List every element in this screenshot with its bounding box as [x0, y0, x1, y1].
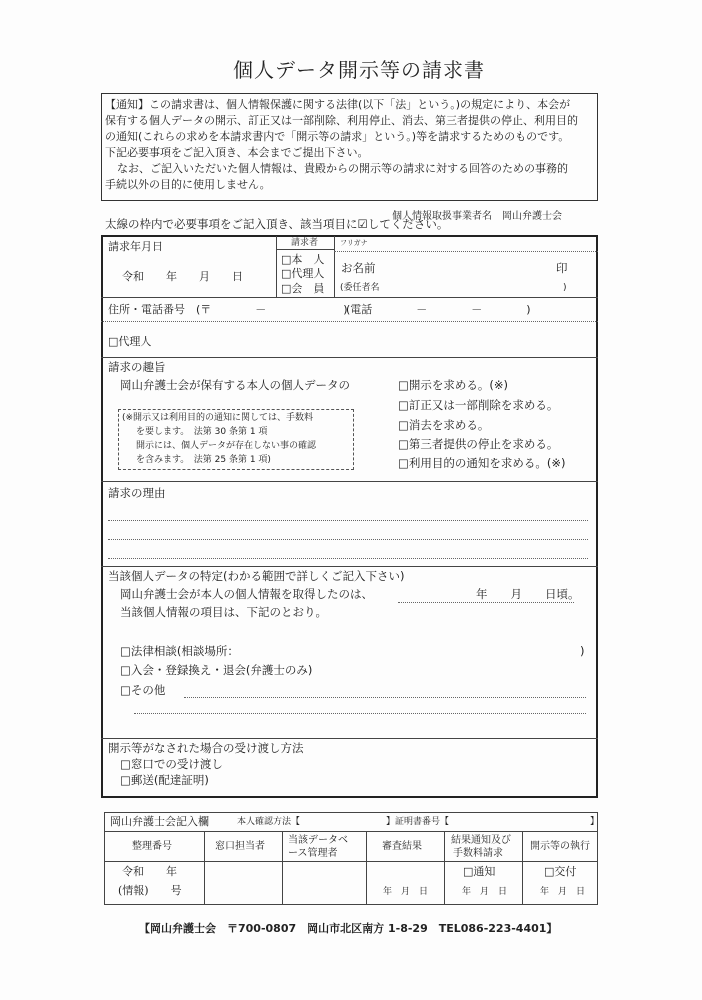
- instruction-text: 太線の枠内で必要事項をご記入頂き、該当項目に☑してください。: [105, 217, 449, 231]
- purpose-notify-checkbox[interactable]: □利用目的の通知を求める。(※): [398, 456, 566, 470]
- purpose-label: 請求の趣旨: [108, 360, 166, 374]
- name-label: お名前: [341, 261, 376, 275]
- purpose-stop-third-party-checkbox[interactable]: □第三者提供の停止を求める。: [398, 437, 559, 451]
- header-db-manager-2: ース管理者: [288, 848, 338, 859]
- divider: [522, 831, 523, 905]
- divider: [276, 236, 277, 297]
- date-field[interactable]: 令和 年 月 日: [122, 270, 243, 283]
- delivery-label: 開示等がなされた場合の受け渡し方法: [108, 741, 304, 755]
- file-number-reiwa: 令和 年: [122, 865, 177, 878]
- requester-label: 請求者: [291, 238, 319, 248]
- divider: [282, 831, 283, 905]
- requester-agent-checkbox[interactable]: □代理人: [281, 267, 325, 280]
- reason-line[interactable]: [108, 558, 588, 559]
- acquired-date-line[interactable]: [398, 602, 574, 603]
- identity-method-label: 本人確認方法【: [237, 817, 301, 827]
- furigana-label: フリガナ: [340, 239, 368, 247]
- divider: [101, 566, 598, 567]
- purpose-correct-checkbox[interactable]: □訂正又は一部削除を求める。: [398, 398, 559, 412]
- purpose-erase-checkbox[interactable]: □消去を求める。: [398, 418, 490, 432]
- data-spec-label: 当該個人データの特定(わかる範囲で詳しくご記入下さい): [108, 569, 405, 583]
- reason-label: 請求の理由: [108, 486, 166, 500]
- header-execution: 開示等の執行: [530, 841, 590, 852]
- cert-number-label: 】証明書番号【: [386, 817, 450, 827]
- file-number-joho: (情報) 号: [118, 884, 182, 897]
- header-counter-staff: 窓口担当者: [215, 841, 265, 852]
- acquired-date: 年 月 日頃。: [476, 587, 580, 601]
- divider: [101, 297, 598, 298]
- divider: [366, 831, 367, 905]
- divider: [334, 236, 335, 297]
- requester-self-checkbox[interactable]: □本 人: [281, 253, 325, 266]
- notify-checkbox[interactable]: □通知: [463, 865, 496, 878]
- fee-note-line-3: 開示には、個人データが存在しない事の確認: [136, 441, 317, 451]
- other-line[interactable]: [134, 713, 586, 714]
- items-text: 当該個人情報の項目は、下記のとおり。: [120, 605, 327, 619]
- divider: [101, 481, 598, 482]
- office-use-label: 岡山弁護士会記入欄: [110, 815, 209, 828]
- header-notify-fee-2: 手数料請求: [453, 848, 503, 859]
- item-other-checkbox[interactable]: □その他: [120, 683, 166, 697]
- divider: [444, 831, 445, 905]
- notice-line-5: なお、ご記入いただいた個人情報は、貴殿からの開示等の請求に対する回答のための事務的: [117, 162, 568, 175]
- divider: [104, 831, 598, 832]
- item-legal-consult-close: ): [580, 644, 585, 658]
- phone-label[interactable]: (電話 － － ): [346, 303, 531, 316]
- notice-line-6: 手続以外の目的に使用しません。: [105, 178, 271, 191]
- date-label: 請求年月日: [108, 240, 163, 253]
- acquired-text: 岡山弁護士会が本人の個人情報を取得したのは、: [120, 587, 373, 601]
- header-file-number: 整理番号: [132, 841, 172, 852]
- divider: [276, 249, 334, 250]
- address-label[interactable]: 住所・電話番号 (〒 － ): [108, 303, 348, 316]
- footer-address: 【岡山弁護士会 〒700-0807 岡山市北区南方 1-8-29 TEL086-223-4401】: [139, 922, 558, 935]
- item-membership-checkbox[interactable]: □入会・登録換え・退会(弁護士のみ): [120, 663, 313, 677]
- agent-checkbox[interactable]: □代理人: [108, 335, 152, 348]
- page-title: 個人データ開示等の請求書: [233, 58, 485, 82]
- notice-line-3: の通知(これらの求めを本請求書内で「開示等の請求」という。)等を請求するためのものです。: [105, 130, 570, 143]
- item-legal-consult-checkbox[interactable]: □法律相談(相談場所：: [120, 644, 239, 658]
- fee-note-line-2: を要します。 法第 30 条第 1 項: [136, 427, 268, 437]
- reason-line[interactable]: [108, 539, 588, 540]
- delivery-mail-checkbox[interactable]: □郵送(配達証明): [120, 773, 209, 787]
- other-line[interactable]: [184, 697, 586, 698]
- notice-line-1: 【通知】この請求書は、個人情報保護に関する法律(以下「法」という。)の規定により、本会が: [105, 98, 571, 111]
- divider: [101, 357, 598, 358]
- notice-line-4: 下記必要事項をご記入頂き、本会までご提出下さい。: [105, 146, 369, 159]
- operator-name: 個人情報取扱事業者名 岡山弁護士会: [392, 211, 562, 222]
- delegator-label: (委任者名: [340, 283, 380, 293]
- divider: [101, 321, 598, 322]
- divider: [101, 738, 598, 739]
- fee-note-line-1: (※開示又は利用目的の通知に関しては、手数料: [122, 413, 314, 423]
- review-date: 年 月 日: [383, 887, 429, 897]
- deliver-checkbox[interactable]: □交付: [544, 865, 577, 878]
- divider: [204, 831, 205, 905]
- delegator-close: ): [563, 283, 567, 293]
- notice-line-2: 保有する個人データの開示、訂正又は一部削除、利用停止、消去、第三者提供の停止、利用目的: [105, 114, 578, 127]
- delivery-counter-checkbox[interactable]: □窓口での受け渡し: [120, 757, 223, 771]
- cert-number-close: 】: [590, 817, 600, 827]
- header-notify-fee-1: 結果通知及び: [451, 835, 511, 846]
- header-db-manager-1: 当該データベ: [288, 835, 348, 846]
- header-review-result: 審査結果: [382, 841, 422, 852]
- reason-line[interactable]: [108, 520, 588, 521]
- fee-note-line-4: を含みます。 法第 25 条第 1 項): [136, 455, 271, 465]
- notify-date: 年 月 日: [462, 887, 508, 897]
- divider: [104, 861, 598, 862]
- requester-member-checkbox[interactable]: □会 員: [281, 282, 325, 295]
- deliver-date: 年 月 日: [540, 887, 586, 897]
- seal-mark: 印: [556, 261, 568, 275]
- divider: [334, 251, 598, 252]
- purpose-disclose-checkbox[interactable]: □開示を求める。(※): [398, 378, 508, 392]
- purpose-text: 岡山弁護士会が保有する本人の個人データの: [120, 378, 350, 392]
